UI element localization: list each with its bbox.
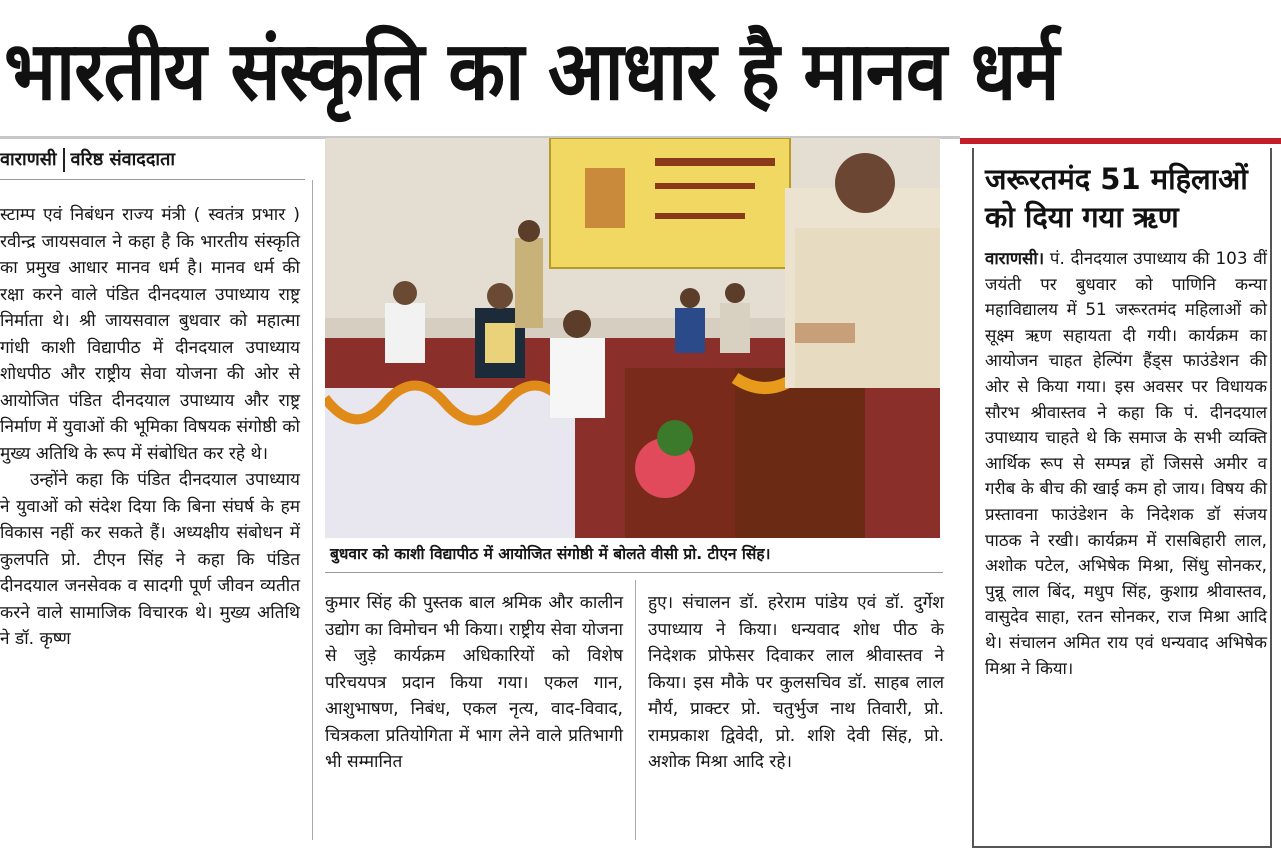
- article-column-1: [0, 202, 300, 653]
- article-column-3: [648, 590, 944, 776]
- article-paragraph: उन्होंने कहा कि पंडित दीनदयाल उपाध्याय ने युवाओं को संदेश दिया कि बिना संघर्ष के हम विकास नहीं कर सकते हैं। अध्यक्षीय संबोधन में कुलपति प्रो. टीएन सिंह ने कहा कि पंडित दीनदयाल जनसेवक व सादगी पूर्ण जीवन व्यतीत करने वाले सामाजिक विचारक थे। मुख्य अतिथि ने डॉ. कृष्ण: [0, 470, 300, 649]
- article-column-2: [325, 590, 623, 776]
- column-divider: [312, 180, 313, 840]
- sidebar-paragraph: [985, 246, 1267, 681]
- sidebar-text: पं. दीनदयाल उपाध्याय की 103 वीं जयंती पर बुधवार को पाणिनि कन्या महाविद्यालय में 51 जरूरतमंद महिलाओं को सूक्ष्म ऋण सहायता दी गयी। कार्यक्रम का आयोजन चाहत हेल्पिंग हैंड्स फाउंडेशन की ओर से किया गया। इस अवसर पर विधायक सौरभ श्रीवास्तव ने कहा कि पं. दीनदयाल उपाध्याय चाहते थे कि समाज के सभी व्यक्ति आर्थिक रूप से सम्पन्न हों जिससे अमीर व गरीब के बीच की खाई कम हो जाय। विषय की प्रस्तावना फाउंडेशन के निदेशक डॉ संजय पाठक ने रखी। कार्यक्रम में रासबिहारी लाल, अशोक पटेल, अभिषेक मिश्रा, सिंधु सोनकर, पुन्नू लाल बिंद, मधुप सिंह, कुशाग्र श्रीवास्तव, वासुदेव साहा, रतन सोनकर, राज मिश्रा आदि थे। संचालन अमित राय एवं धन्यवाद अभिषेक मिश्रा ने किया।: [985, 248, 1267, 678]
- sidebar-dateline: वाराणसी।: [985, 248, 1045, 268]
- article-paragraph: कुमार सिंह की पुस्तक बाल श्रमिक और कालीन उद्योग का विमोचन भी किया। राष्ट्रीय सेवा योजना से जुड़े कार्यक्रम अधिकारियों को विशेष परिचयपत्र प्रदान किया गया। एकल गान, आशुभाषण, निबंध, एकल नृत्य, वाद-विवाद, चित्रकला प्रतियोगिता में भाग लेने वाले प्रतिभागी भी सम्मानित: [325, 593, 623, 772]
- byline-divider: [0, 179, 305, 180]
- photo-illustration: [325, 138, 940, 538]
- photo-caption: बुधवार को काशी विद्यापीठ में आयोजित संगोष्ठी में बोलते वीसी प्रो. टीएन सिंह।: [330, 545, 771, 563]
- dateline: वाराणसी: [0, 149, 57, 170]
- article-paragraph: स्टाम्प एवं निबंधन राज्य मंत्री ( स्वतंत्र प्रभार ) रवीन्द्र जायसवाल ने कहा है कि भारतीय संस्कृति का प्रमुख आधार मानव धर्म है। मानव धर्म की रक्षा करने वाले पंडित दीनदयाल उपाध्याय राष्ट्र निर्माता थे। श्री जायसवाल बुधवार को महात्मा गांधी काशी विद्यापीठ में दीनदयाल उपाध्याय शोधपीठ और राष्ट्रीय सेवा योजना की ओर से आयोजित पंडित दीनदयाल उपाध्याय और राष्ट्र निर्माण में युवाओं की भूमिका विषयक संगोष्ठी को मुख्य अतिथि के रूप में संबोधित कर रहे थे।: [0, 205, 300, 464]
- reporter: वरिष्ठ संवाददाता: [70, 149, 175, 170]
- byline-separator: [63, 148, 65, 172]
- sidebar-body: [985, 246, 1267, 681]
- sidebar-title: जरूरतमंद 51 महिलाओं को दिया गया ऋण: [985, 162, 1248, 234]
- sidebar-accent-bar: [960, 138, 1281, 144]
- article-paragraph: हुए। संचालन डॉ. हरेराम पांडेय एवं डॉ. दुर्गेश उपाध्याय ने किया। धन्यवाद शोध पीठ के निदेशक प्रोफेसर दिवाकर लाल श्रीवास्तव ने किया। इस मौके पर कुलसचिव डॉ. साहब लाल मौर्य, प्राक्टर प्रो. चतुर्भुज नाथ तिवारी, प्रो. रामप्रकाश द्विवेदी, प्रो. शशि देवी सिंह, प्रो. अशोक मिश्रा आदि रहे।: [648, 593, 944, 772]
- caption-divider: [325, 572, 943, 573]
- byline: [0, 146, 175, 174]
- column-divider: [635, 580, 636, 840]
- headline: भारतीय संस्कृति का आधार है मानव धर्म: [4, 24, 1059, 119]
- event-photo: [325, 138, 940, 538]
